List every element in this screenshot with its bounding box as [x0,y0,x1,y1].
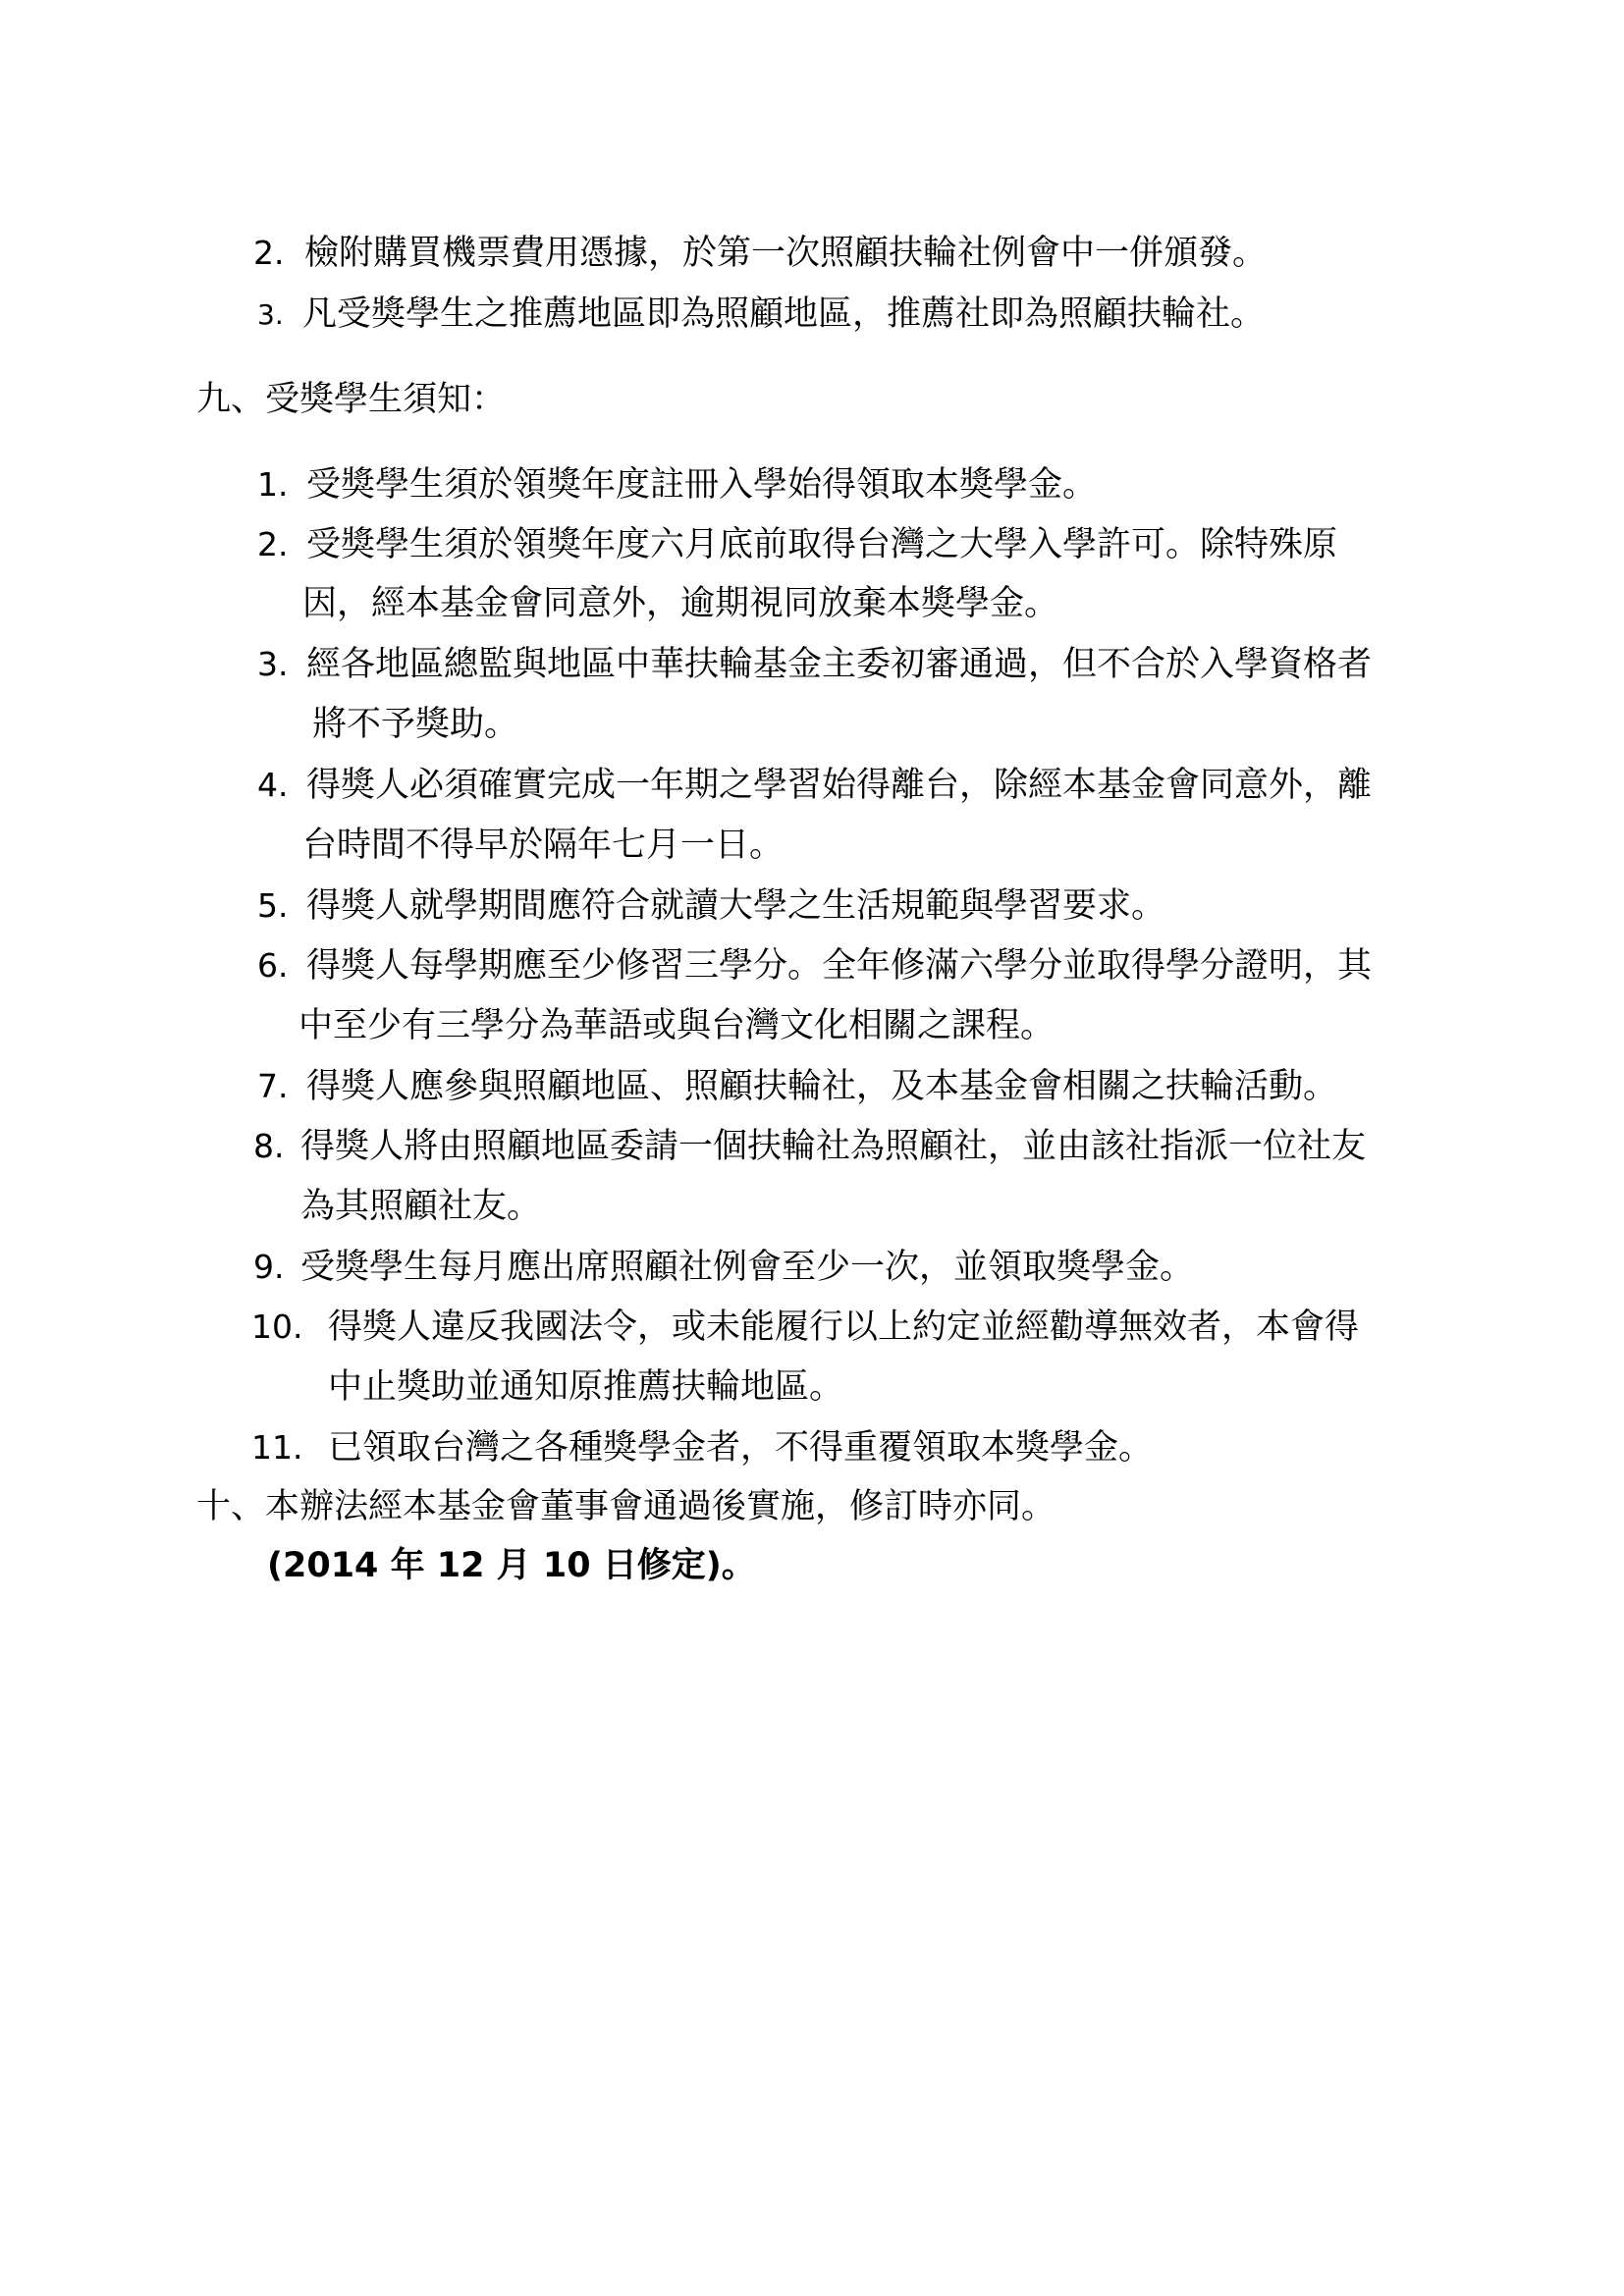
list-item-text: 受獎學生須於領獎年度六月底前取得台灣之大學入學許可。除特殊原 [306,525,1338,564]
list-item-number: 1. [257,465,289,504]
list-item-number: 2. [257,525,289,563]
list-item-text: 已領取台灣之各種獎學金者，不得重覆領取本獎學金。 [328,1428,1154,1468]
list-item-text: 凡受獎學生之推薦地區即為照顧地區，推薦社即為照顧扶輪社。 [302,294,1266,334]
list-item-text-continued: 為其照顧社友。 [300,1187,542,1226]
list-item-text: 經各地區總監與地區中華扶輪基金主委初審通過，但不合於入學資格者 [306,645,1373,684]
list-item-number: 3. [257,298,284,331]
list-item-text: 得獎人將由照顧地區委請一個扶輪社為照顧社，並由該社指派一位社友 [300,1127,1367,1166]
list-item-text: 得獎人必須確實完成一年期之學習始得離台，除經本基金會同意外，離 [306,766,1373,805]
list-item-number: 9. [253,1248,285,1286]
section-ten-text: 十、本辦法經本基金會董事會通過後實施，修訂時亦同。 [196,1487,1056,1526]
list-item-text: 得獎人就學期間應符合就讀大學之生活規範與學習要求。 [306,886,1166,926]
list-item-number: 4. [257,766,289,804]
list-item-text-continued: 因，經本基金會同意外，逾期視同放棄本獎學金。 [302,584,1059,623]
list-item-number: 3. [257,645,289,683]
list-item-number: 6. [257,946,289,985]
list-item-text: 得獎人應參與照顧地區、照顧扶輪社，及本基金會相關之扶輪活動。 [306,1067,1338,1106]
list-item-text-continued: 將不予獎助。 [312,705,519,744]
list-item-text: 檢附購買機票費用憑據，於第一次照顧扶輪社例會中一併頒發。 [304,234,1268,273]
list-item-text-continued: 中止獎助並通知原推薦扶輪地區。 [328,1367,844,1407]
list-item-number: 10. [251,1308,303,1346]
list-item-text-continued: 台時間不得早於隔年七月一日。 [302,826,785,865]
list-item-text: 得獎人每學期應至少修習三學分。全年修滿六學分並取得學分證明，其 [306,946,1373,986]
list-item-number: 7. [257,1067,289,1105]
list-item-text-continued: 中至少有三學分為華語或與台灣文化相關之課程。 [298,1006,1056,1045]
list-item-number: 5. [257,886,289,925]
list-item-text: 受獎學生每月應出席照顧社例會至少一次，並領取獎學金。 [300,1248,1195,1287]
revision-date: (2014 年 12 月 10 日修定)。 [267,1546,756,1585]
list-item-text: 受獎學生須於領獎年度註冊入學始得領取本獎學金。 [306,465,1098,505]
list-item-number: 2. [253,234,285,272]
list-item-number: 11. [251,1428,303,1467]
section-heading: 九、受獎學生須知： [196,380,507,419]
list-item-text: 得獎人違反我國法令，或未能履行以上約定並經勸導無效者，本會得 [328,1308,1360,1347]
list-item-number: 8. [253,1127,285,1165]
